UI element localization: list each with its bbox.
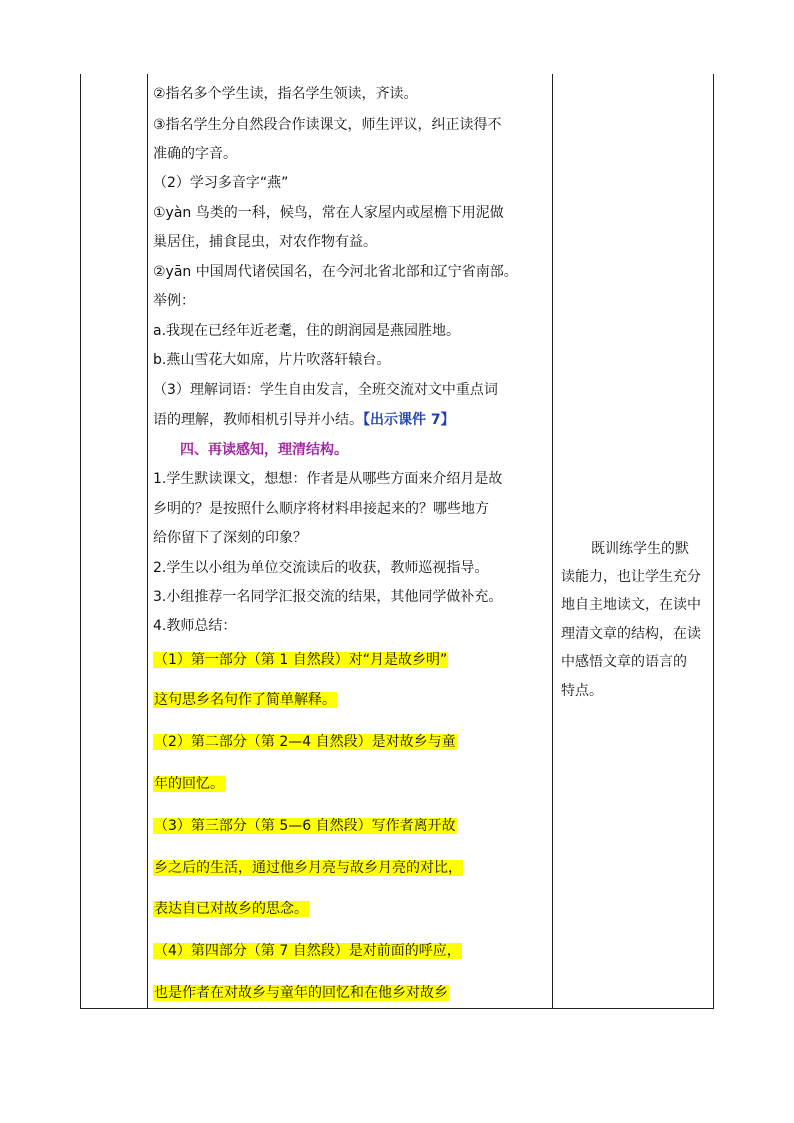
text-line: ③指名学生分自然段合作读课文，师生评议，纠正读得不 bbox=[153, 117, 502, 133]
table-border-right bbox=[713, 74, 714, 1009]
highlight-text: 乡之后的生活，通过他乡月亮与故乡月亮的对比， bbox=[154, 860, 462, 876]
highlight-text: （4）第四部分（第 7 自然段）是对前面的呼应， bbox=[154, 943, 461, 959]
highlighted-line bbox=[153, 899, 309, 919]
text-line: 3.小组推荐一名同学汇报交流的结果，其他同学做补充。 bbox=[153, 589, 503, 605]
highlight-text: 这句思乡名句作了简单解释。 bbox=[154, 692, 336, 708]
text-line: b.燕山雪花大如席，片片吹落轩辕台。 bbox=[153, 352, 391, 368]
text-line: 巢居住，捕食昆虫，对农作物有益。 bbox=[153, 234, 377, 250]
highlight-text: 也是作者在对故乡与童年的回忆和在他乡对故乡 bbox=[154, 985, 448, 1001]
highlighted-line bbox=[153, 650, 448, 670]
section-heading: 四、再读感知，理清结构。 bbox=[180, 442, 348, 458]
table-border-left bbox=[80, 74, 81, 1009]
text-line: 2.学生以小组为单位交流读后的收获，教师巡视指导。 bbox=[153, 560, 489, 576]
side-text-line: 中感悟文章的语言的 bbox=[561, 654, 687, 670]
text-line: 举例： bbox=[153, 293, 195, 309]
side-text-line: 既训练学生的默 bbox=[591, 541, 689, 557]
side-text-line: 地自主地读文，在读中 bbox=[561, 597, 701, 613]
text-line: 给你留下了深刻的印象？ bbox=[153, 530, 307, 546]
highlight-text: （3）第三部分（第 5—6 自然段）写作者离开故 bbox=[154, 818, 456, 834]
side-text-line: 读能力，也让学生充分 bbox=[561, 569, 701, 585]
highlight-text: （1）第一部分（第 1 自然段）对“月是故乡明” bbox=[154, 652, 448, 668]
highlighted-line bbox=[153, 941, 462, 961]
highlighted-line bbox=[153, 690, 337, 710]
highlight-text: 表达自已对故乡的思念。 bbox=[154, 901, 308, 917]
text-line: （2）学习多音字“燕” bbox=[153, 175, 289, 191]
text-line bbox=[153, 410, 455, 430]
text-line: （3）理解词语：学生自由发言，全班交流对文中重点词 bbox=[153, 382, 498, 398]
text-line: 乡明的？是按照什么顺序将材料串接起来的？哪些地方 bbox=[153, 501, 489, 517]
text-line: 准确的字音。 bbox=[153, 146, 237, 162]
highlighted-line bbox=[153, 774, 225, 794]
lesson-plan-table bbox=[80, 74, 714, 1009]
highlighted-line bbox=[153, 816, 457, 836]
text-line: 4.教师总结： bbox=[153, 618, 237, 634]
highlighted-line bbox=[153, 983, 449, 1003]
highlight-text: （2）第二部分（第 2—4 自然段）是对故乡与童 bbox=[154, 734, 456, 750]
text-span: 语的理解，教师相机引导并小结。 bbox=[153, 412, 363, 428]
text-line: ②yān 中国周代诸侯国名，在今河北省北部和辽宁省南部。 bbox=[153, 264, 518, 280]
side-text-line: 理清文章的结构，在读 bbox=[561, 626, 701, 642]
table-border-col2 bbox=[552, 74, 553, 1009]
table-border-bottom bbox=[80, 1008, 714, 1009]
text-line: a.我现在已经年近老耄，住的朗润园是燕园胜地。 bbox=[153, 323, 461, 339]
side-text-line: 特点。 bbox=[561, 683, 603, 699]
highlight-text: 年的回忆。 bbox=[154, 776, 224, 792]
courseware-tag: 【出示课件 7】 bbox=[363, 412, 455, 428]
text-line: ①yàn 鸟类的一科，候鸟，常在人家屋内或屋檐下用泥做 bbox=[153, 205, 504, 221]
text-line: 1.学生默读课文，想想：作者是从哪些方面来介绍月是故 bbox=[153, 471, 503, 487]
table-border-col1 bbox=[147, 74, 148, 1009]
text-line: ②指名多个学生读，指名学生领读，齐读。 bbox=[153, 86, 418, 102]
highlighted-line bbox=[153, 732, 457, 752]
highlighted-line bbox=[153, 858, 463, 878]
